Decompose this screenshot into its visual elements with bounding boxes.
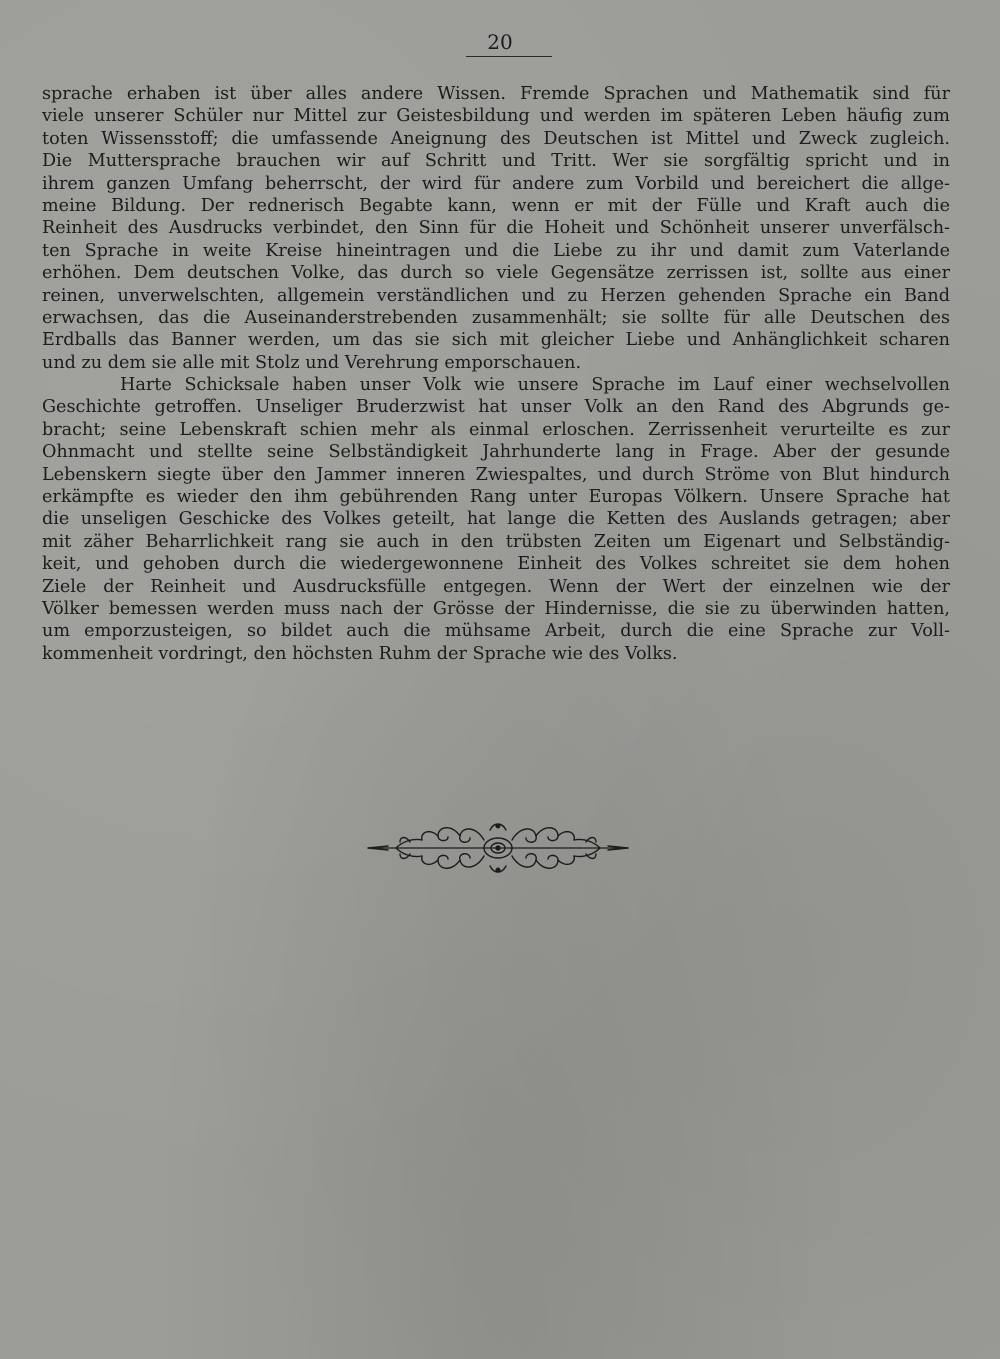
text-line: und zu dem sie alle mit Stolz und Verehrung emporschauen. [42, 352, 582, 373]
text-line: Lebenskern siegte über den Jammer inneren Zwiespaltes, und durch Ströme von Blut hindurch [42, 464, 950, 485]
text-line: toten Wissensstoff; die umfassende Aneignung des Deutschen ist Mittel und Zweck zugleich. [42, 128, 950, 149]
text-line: erkämpfte es wieder den ihm gebührenden Rang unter Europas Völkern. Unsere Sprache hat [42, 487, 950, 508]
text-line: erwachsen, das die Auseinanderstrebenden zusammenhält; sie sollte für alle Deutschen des [42, 307, 950, 328]
text-line: viele unserer Schüler nur Mittel zur Geistesbildung und werden im späteren Leben häufig zum [42, 106, 950, 127]
text-line: meine Bildung. Der rednerisch Begabte kann, wenn er mit der Fülle und Kraft auch die [42, 195, 950, 216]
text-line: Reinheit des Ausdrucks verbindet, den Sinn für die Hoheit und Schönheit unserer unverfälsch- [42, 218, 950, 239]
body-text [42, 83, 950, 665]
text-line: kommenheit vordringt, den höchsten Ruhm der Sprache wie des Volks. [42, 643, 678, 664]
page-number: 20 [487, 30, 513, 54]
text-line: bracht; seine Lebenskraft schien mehr als einmal erloschen. Zerrissenheit verurteilte es zur [42, 419, 950, 440]
text-line: Ziele der Reinheit und Ausdrucksfülle entgegen. Wenn der Wert der einzelnen wie der [42, 576, 950, 597]
text-line: Die Muttersprache brauchen wir auf Schritt und Tritt. Wer sie sorgfältig spricht und in [42, 151, 950, 172]
text-line: ihrem ganzen Umfang beherrscht, der wird für andere zum Vorbild und bereichert die allge- [42, 173, 950, 194]
text-line: Harte Schicksale haben unser Volk wie unsere Sprache im Lauf einer wechselvollen [120, 375, 950, 396]
text-line: Ohnmacht und stellte seine Selbständigkeit Jahrhunderte lang in Frage. Aber der gesunde [42, 442, 950, 463]
text-line: ten Sprache in weite Kreise hineintragen und die Liebe zu ihr und damit zum Vaterlande [42, 240, 950, 261]
text-line: Geschichte getroffen. Unseliger Bruderzwist hat unser Volk an den Rand des Abgrunds ge- [42, 397, 950, 418]
text-line: Erdballs das Banner werden, um das sie sich mit gleicher Liebe und Anhänglichkeit scharen [42, 330, 950, 351]
text-line: sprache erhaben ist über alles andere Wissen. Fremde Sprachen und Mathematik sind für [42, 84, 950, 104]
text-line: keit, und gehoben durch die wiedergewonnene Einheit des Volkes schreitet sie dem hohen [42, 554, 950, 575]
text-line: erhöhen. Dem deutschen Volke, das durch so viele Gegensätze zerrissen ist, sollte aus einer [42, 263, 950, 284]
text-line: Völker bemessen werden muss nach der Grösse der Hindernisse, die sie zu überwinden hatten, [42, 598, 950, 619]
decorative-vignette-icon [366, 818, 630, 878]
text-line: reinen, unverwelschten, allgemein verständlichen und zu Herzen gehenden Sprache ein Band [42, 285, 950, 306]
text-line: um emporzusteigen, so bildet auch die mühsame Arbeit, durch die eine Sprache zur Voll- [42, 621, 950, 642]
page-number-rule [466, 56, 552, 57]
text-line: die unseligen Geschicke des Volkes geteilt, hat lange die Ketten des Auslands getragen; aber [42, 509, 950, 530]
text-line: mit zäher Beharrlichkeit rang sie auch in den trübsten Zeiten um Eigenart und Selbständig- [42, 531, 950, 552]
